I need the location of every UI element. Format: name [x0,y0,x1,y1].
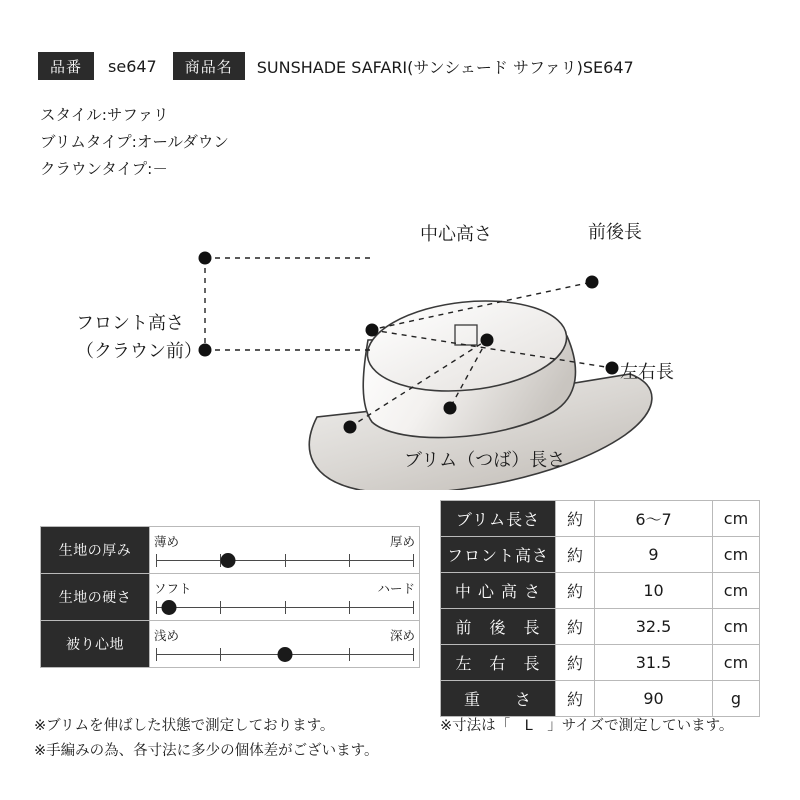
meas-unit-center-height: cm [713,573,760,609]
product-name-label: 商品名 [173,52,245,80]
table-row [41,621,420,668]
table-row [441,609,760,645]
meas-name-weight: 重 さ [441,681,556,717]
table-row [41,527,420,574]
hat-measurement-diagram [0,150,800,490]
rating-track-fit [156,646,413,662]
table-row [41,574,420,621]
product-code-label: 品番 [38,52,94,80]
meas-name-brim: ブリム長さ [441,501,556,537]
meas-unit-weight: g [713,681,760,717]
rating-scale-thickness [150,527,420,574]
measurement-table [440,500,760,717]
rating-dot-hardness [161,600,176,615]
rating-scale-hardness [150,574,420,621]
rating-dot-fit [277,647,292,662]
meas-approx-center-height: 約 [556,573,595,609]
label-center-height: 中心高さ [420,224,492,245]
rating-track-hardness [156,599,413,615]
meas-value-left-right: 31.5 [595,645,713,681]
product-code-value: se647 [108,56,157,76]
meas-name-front-back: 前 後 長 [441,609,556,645]
meas-name-left-right: 左 右 長 [441,645,556,681]
meas-name-center-height: 中 心 高 さ [441,573,556,609]
meas-unit-front-back: cm [713,609,760,645]
rating-high-hardness: ハード [377,581,415,596]
notes-left [34,714,379,764]
label-front-back-length: 前後長 [588,222,642,243]
rating-name-fit: 被り心地 [41,621,150,668]
note-left-1: ※ブリムを伸ばした状態で測定しております。 [34,718,335,734]
label-left-right-length: 左右長 [620,362,674,383]
table-row [441,573,760,609]
meas-unit-left-right: cm [713,645,760,681]
meas-approx-weight: 約 [556,681,595,717]
meas-value-front-back: 32.5 [595,609,713,645]
table-row [441,681,760,717]
meas-approx-brim: 約 [556,501,595,537]
rating-scale-fit [150,621,420,668]
table-row [441,645,760,681]
label-front-height [76,310,202,366]
rating-dot-thickness [220,553,235,568]
rating-high-fit: 深め [389,628,415,643]
rating-name-thickness: 生地の厚み [41,527,150,574]
table-row [441,501,760,537]
rating-high-thickness: 厚め [389,534,415,549]
product-name-value: SUNSHADE SAFARI(サンシェード サファリ)SE647 [256,57,634,77]
label-front-height-line1: フロント高さ [76,313,184,334]
fabric-rating-table [40,526,420,668]
rating-low-fit: 浅め [154,628,180,643]
meas-value-front-height: 9 [595,537,713,573]
spec-style: スタイル:サファリ [40,106,169,124]
meas-value-weight: 90 [595,681,713,717]
meas-approx-front-back: 約 [556,609,595,645]
notes-right [440,714,733,739]
spec-crown-type: クラウンタイプ:－ [40,160,168,178]
label-front-height-line2: （クラウン前） [76,341,202,362]
rating-low-hardness: ソフト [154,581,192,596]
meas-unit-brim: cm [713,501,760,537]
product-header [38,52,650,80]
table-row [441,537,760,573]
meas-name-front-height: フロント高さ [441,537,556,573]
rating-name-hardness: 生地の硬さ [41,574,150,621]
meas-value-brim: 6〜7 [595,501,713,537]
label-brim-length: ブリム（つば）長さ [404,450,566,471]
meas-approx-left-right: 約 [556,645,595,681]
note-right-1: ※寸法は「 L 」サイズで測定しています。 [440,718,734,734]
rating-track-thickness [156,552,413,568]
spec-brim-type: ブリムタイプ:オールダウン [40,133,229,151]
meas-unit-front-height: cm [713,537,760,573]
note-left-2: ※手編みの為、各寸法に多少の個体差がございます。 [34,743,379,759]
meas-value-center-height: 10 [595,573,713,609]
rating-low-thickness: 薄め [154,534,180,549]
meas-approx-front-height: 約 [556,537,595,573]
